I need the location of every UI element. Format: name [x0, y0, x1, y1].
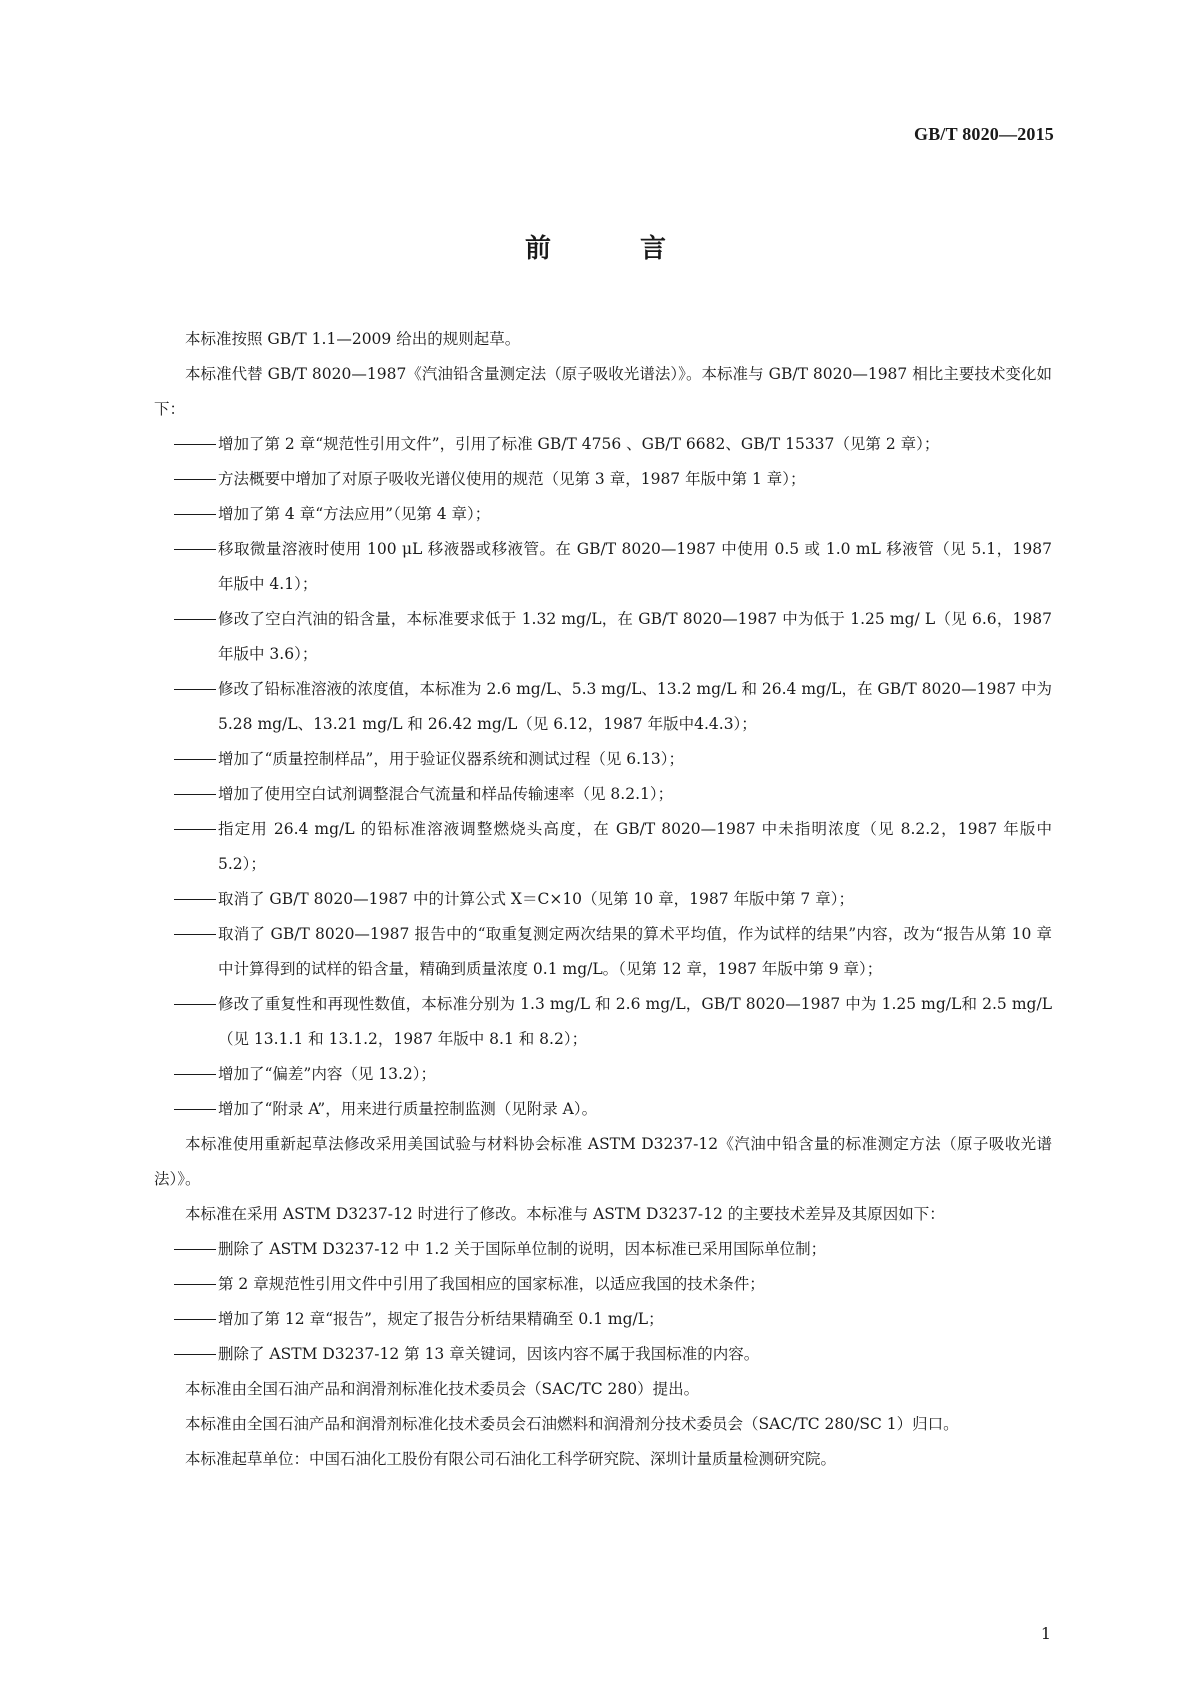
list-item-text: 删除了 ASTM D3237-12 第 13 章关键词，因该内容不属于我国标准的内容。 — [218, 1345, 760, 1363]
list-item-text: 增加了第 12 章“报告”，规定了报告分析结果精确至 0.1 mg/L； — [218, 1310, 664, 1328]
paragraph: 本标准起草单位：中国石油化工股份有限公司石油化工科学研究院、深圳计量质量检测研究院。 — [185, 1450, 837, 1468]
list-item-text: 移取微量溶液时使用 100 μL 移液器或移液管。在 GB/T 8020—1987 中使用 0.5 或 1.0 mL 移液管（见 5.1，1987 年版中 4.1）； — [218, 540, 1052, 593]
paragraph: 本标准在采用 ASTM D3237-12 时进行了修改。本标准与 ASTM D3237-12 的主要技术差异及其原因如下： — [185, 1205, 945, 1223]
standard-code-header: GB/T 8020—2015 — [914, 124, 1054, 144]
page-number: 1 — [1040, 1624, 1051, 1643]
change-list-item — [154, 462, 1052, 497]
list-item-text: 取消了 GB/T 8020—1987 报告中的“取重复测定两次结果的算术平均值，作为试样的结果”内容，改为“报告从第 10 章中计算得到的试样的铅含量，精确到质量浓度 0.1 mg/L。（见第 12 章，1987 年版中第 9 章）； — [218, 925, 1052, 978]
paragraph: 本标准由全国石油产品和润滑剂标准化技术委员会石油燃料和润滑剂分技术委员会（SAC/TC 280/SC 1）归口。 — [185, 1415, 959, 1433]
list-item-text: 修改了重复性和再现性数值，本标准分别为 1.3 mg/L 和 2.6 mg/L，GB/T 8020—1987 中为 1.25 mg/L和 2.5 mg/L（见 13.1.1 和 13.1.2，1987 年版中 8.1 和 8.2）； — [218, 995, 1052, 1048]
change-list-item — [154, 602, 1052, 672]
change-list-item — [154, 672, 1052, 742]
change-list-item — [154, 777, 1052, 812]
change-list-item — [154, 1057, 1052, 1092]
list-item-text: 增加了“质量控制样品”，用于验证仪器系统和测试过程（见 6.13）； — [218, 750, 685, 768]
paragraph: 本标准由全国石油产品和润滑剂标准化技术委员会（SAC/TC 280）提出。 — [185, 1380, 700, 1398]
list-item-text: 修改了铅标准溶液的浓度值，本标准为 2.6 mg/L、5.3 mg/L、13.2 mg/L 和 26.4 mg/L，在 GB/T 8020—1987 中为 5.28 mg/L、13.21 mg/L 和 26.42 mg/L（见 6.12，1987 年版中4.4.3）； — [218, 680, 1052, 733]
list-item-text: 增加了“附录 A”，用来进行质量控制监测（见附录 A）。 — [218, 1100, 598, 1118]
foreword-body — [154, 322, 1052, 1477]
list-item-text: 增加了第 4 章“方法应用”（见第 4 章）； — [218, 505, 491, 523]
change-list-item — [154, 742, 1052, 777]
change-list-item — [154, 1302, 1052, 1337]
paragraph: 本标准代替 GB/T 8020—1987《汽油铅含量测定法（原子吸收光谱法）》。本标准与 GB/T 8020—1987 相比主要技术变化如下： — [154, 365, 1052, 418]
list-item-text: 删除了 ASTM D3237-12 中 1.2 关于国际单位制的说明，因本标准已采用国际单位制； — [218, 1240, 827, 1258]
change-list-item — [154, 987, 1052, 1057]
change-list-item — [154, 1092, 1052, 1127]
paragraph: 本标准使用重新起草法修改采用美国试验与材料协会标准 ASTM D3237-12《汽油中铅含量的标准测定方法（原子吸收光谱法）》。 — [154, 1135, 1052, 1188]
change-list-item — [154, 497, 1052, 532]
change-list-item — [154, 1232, 1052, 1267]
change-list-item — [154, 812, 1052, 882]
page-title: 前 言 — [524, 234, 707, 264]
list-item-text: 第 2 章规范性引用文件中引用了我国相应的国家标准，以适应我国的技术条件； — [218, 1275, 765, 1293]
list-item-text: 增加了第 2 章“规范性引用文件”，引用了标准 GB/T 4756 、GB/T 6682、GB/T 15337（见第 2 章）； — [218, 435, 940, 453]
list-item-text: 指定用 26.4 mg/L 的铅标准溶液调整燃烧头高度，在 GB/T 8020—1987 中未指明浓度（见 8.2.2，1987 年版中 5.2）； — [218, 820, 1052, 873]
list-item-text: 方法概要中增加了对原子吸收光谱仪使用的规范（见第 3 章，1987 年版中第 1 章）； — [218, 470, 806, 488]
change-list-item — [154, 427, 1052, 462]
list-item-text: 修改了空白汽油的铅含量，本标准要求低于 1.32 mg/L，在 GB/T 8020—1987 中为低于 1.25 mg/ L（见 6.6，1987 年版中 3.6）； — [218, 610, 1052, 663]
change-list-item — [154, 882, 1052, 917]
list-item-text: 取消了 GB/T 8020—1987 中的计算公式 X＝C×10（见第 10 章，1987 年版中第 7 章）； — [218, 890, 854, 908]
change-list-item — [154, 917, 1052, 987]
list-item-text: 增加了使用空白试剂调整混合气流量和样品传输速率（见 8.2.1）； — [218, 785, 674, 803]
change-list-item — [154, 1337, 1052, 1372]
change-list-item — [154, 532, 1052, 602]
list-item-text: 增加了“偏差”内容（见 13.2）； — [218, 1065, 437, 1083]
paragraph: 本标准按照 GB/T 1.1—2009 给出的规则起草。 — [185, 330, 521, 348]
change-list-item — [154, 1267, 1052, 1302]
